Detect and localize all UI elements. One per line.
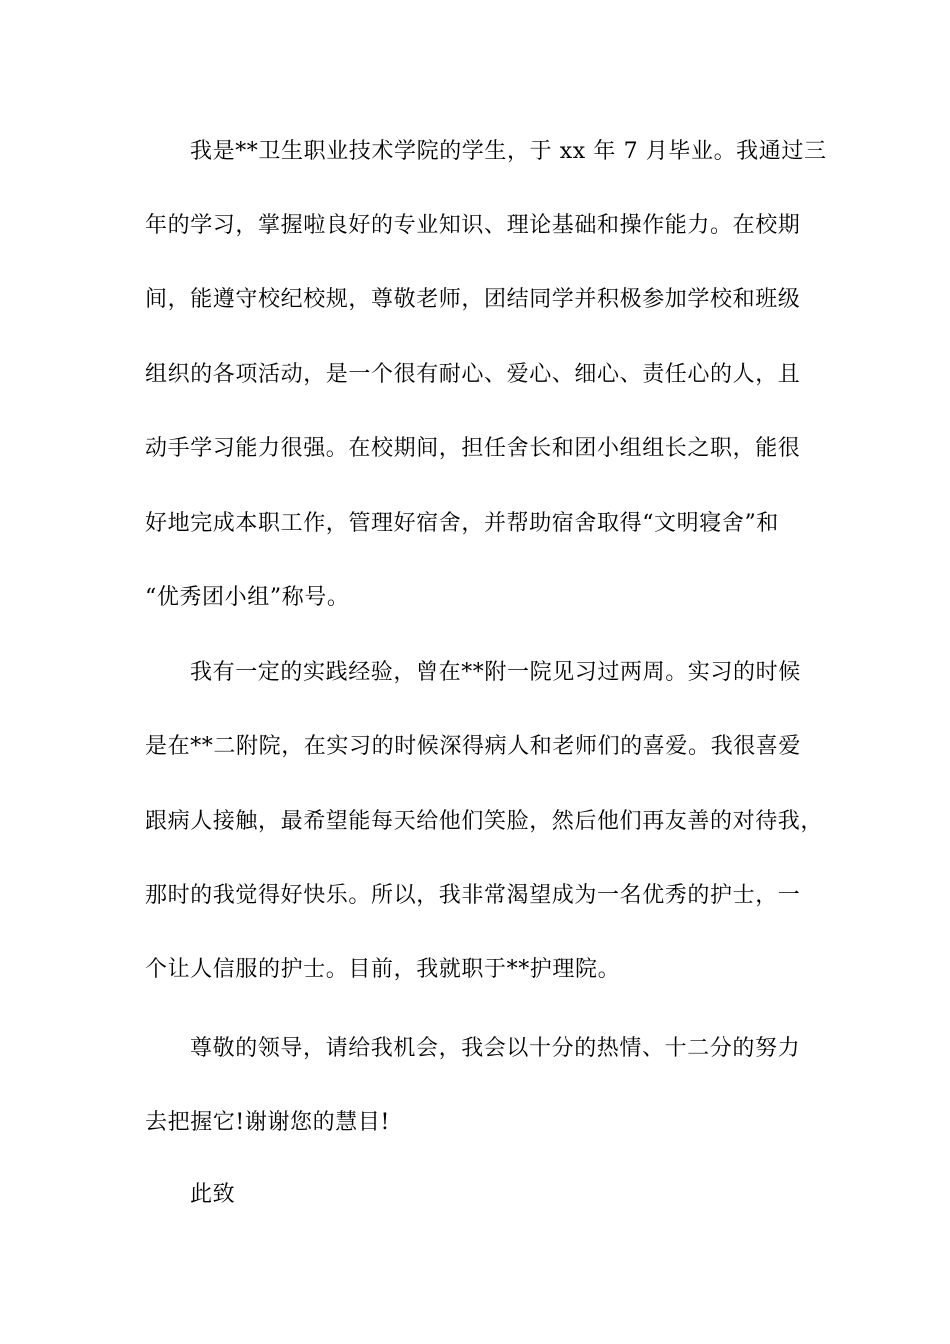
- paragraph-1-line-6: 好地完成本职工作，管理好宿舍，并帮助宿舍取得“文明寝舍”和: [145, 511, 779, 536]
- paragraph-2-line-3: 跟病人接触，最希望能每天给他们笑脸，然后他们再友善的对待我，: [145, 809, 824, 834]
- paragraph-1-line-4: 组织的各项活动，是一个很有耐心、爱心、细心、责任心的人，且: [145, 362, 801, 387]
- closing-salutation: 此致: [190, 1182, 236, 1207]
- paragraph-1-line-7: “优秀团小组”称号。: [145, 585, 350, 610]
- paragraph-1-line-1: 我是**卫生职业技术学院的学生，于 xx 年 7 月毕业。我通过三: [190, 139, 827, 164]
- paragraph-3-line-2: 去把握它!谢谢您的慧目!: [145, 1110, 390, 1135]
- paragraph-1-line-2: 年的学习，掌握啦良好的专业知识、理论基础和操作能力。在校期: [145, 213, 801, 238]
- paragraph-1-line-5: 动手学习能力很强。在校期间，担任舍长和团小组组长之职，能很: [145, 436, 801, 461]
- paragraph-2-line-2: 是在**二附院，在实习的时候深得病人和老师们的喜爱。我很喜爱: [145, 734, 802, 759]
- paragraph-2-line-4: 那时的我觉得好快乐。所以，我非常渴望成为一名优秀的护士，一: [145, 883, 801, 908]
- paragraph-2-line-5: 个让人信服的护士。目前，我就职于**护理院。: [145, 957, 621, 982]
- paragraph-1-line-3: 间，能遵守校纪校规，尊敬老师，团结同学并积极参加学校和班级: [145, 287, 801, 312]
- paragraph-2-line-1: 我有一定的实践经验，曾在**附一院见习过两周。实习的时候: [190, 660, 801, 685]
- paragraph-3-line-1: 尊敬的领导，请给我机会，我会以十分的热情、十二分的努力: [190, 1036, 801, 1061]
